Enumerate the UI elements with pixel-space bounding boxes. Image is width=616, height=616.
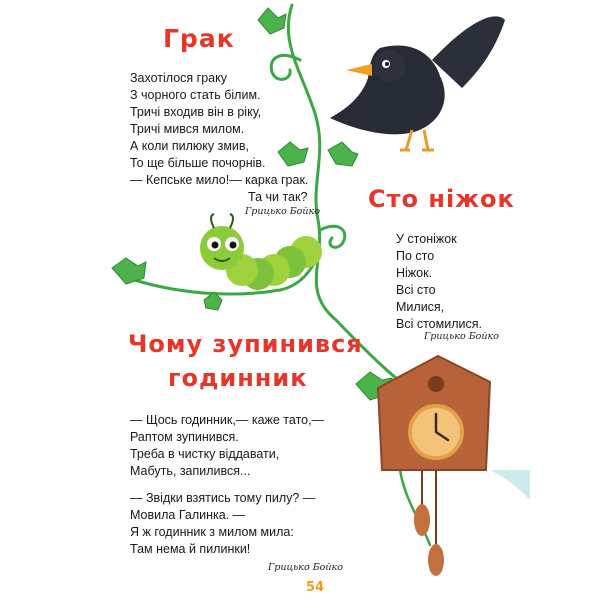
- poem-grak-text: [130, 70, 308, 206]
- poem-title-chomu-line2: годинник: [168, 364, 308, 392]
- poem-title-sto-nizhok: Сто ніжок: [368, 185, 515, 213]
- cuckoo-clock-illustration: [378, 356, 530, 576]
- poem-line: Милися,: [396, 300, 445, 314]
- poem-chomu-stanza1: [130, 412, 324, 480]
- poem-line: — Звідки взятись тому пилу? —: [130, 491, 316, 505]
- poem-title-chomu-line1: Чому зупинився: [128, 330, 363, 358]
- leaf-icon: [258, 8, 286, 34]
- crow-illustration: [330, 16, 505, 150]
- poem-line: Ніжок.: [396, 266, 433, 280]
- poem-line: Тричі входив він в ріку,: [130, 105, 262, 119]
- poem-line: Всі стомилися.: [396, 317, 482, 331]
- page-number: 54: [306, 580, 325, 595]
- poem-line: З чорного стать білим.: [130, 88, 261, 102]
- poem-line: Там нема й пилинки!: [130, 542, 251, 556]
- leaf-icon: [112, 258, 146, 284]
- poem-line: То ще більше почорнів.: [130, 156, 266, 170]
- poem-chomu-stanza2: [130, 490, 315, 558]
- poem-line: Тричі мився милом.: [130, 122, 245, 136]
- poem-line: А коли пилюку змив,: [130, 139, 250, 153]
- poem-author-grak: Грицько Бойко: [245, 206, 320, 217]
- poem-line: По сто: [396, 249, 435, 263]
- leaf-icon: [328, 142, 358, 166]
- poem-line: Раптом зупинився.: [130, 430, 239, 444]
- poem-line: Мовила Галинка. —: [130, 508, 246, 522]
- poem-line: Та чи так?: [248, 190, 308, 204]
- poem-line: Треба в чистку віддавати,: [130, 447, 280, 461]
- poem-line: — Кепське мило!— карка грак.: [130, 173, 309, 187]
- poem-line: Захотілося граку: [130, 71, 227, 85]
- poem-line: У стоніжок: [396, 232, 457, 246]
- poem-sto-nizhok-text: [396, 231, 482, 333]
- poem-line: Я ж годинник з милом мила:: [130, 525, 294, 539]
- poem-title-grak: Грак: [163, 24, 235, 53]
- poem-author-chomu: Грицько Бойко: [268, 562, 343, 573]
- poem-line: Мабуть, запилився...: [130, 464, 251, 478]
- poem-line: — Щось годинник,— каже тато,—: [130, 413, 325, 427]
- poem-author-sto-nizhok: Грицько Бойко: [424, 331, 499, 342]
- poem-line: Всі сто: [396, 283, 436, 297]
